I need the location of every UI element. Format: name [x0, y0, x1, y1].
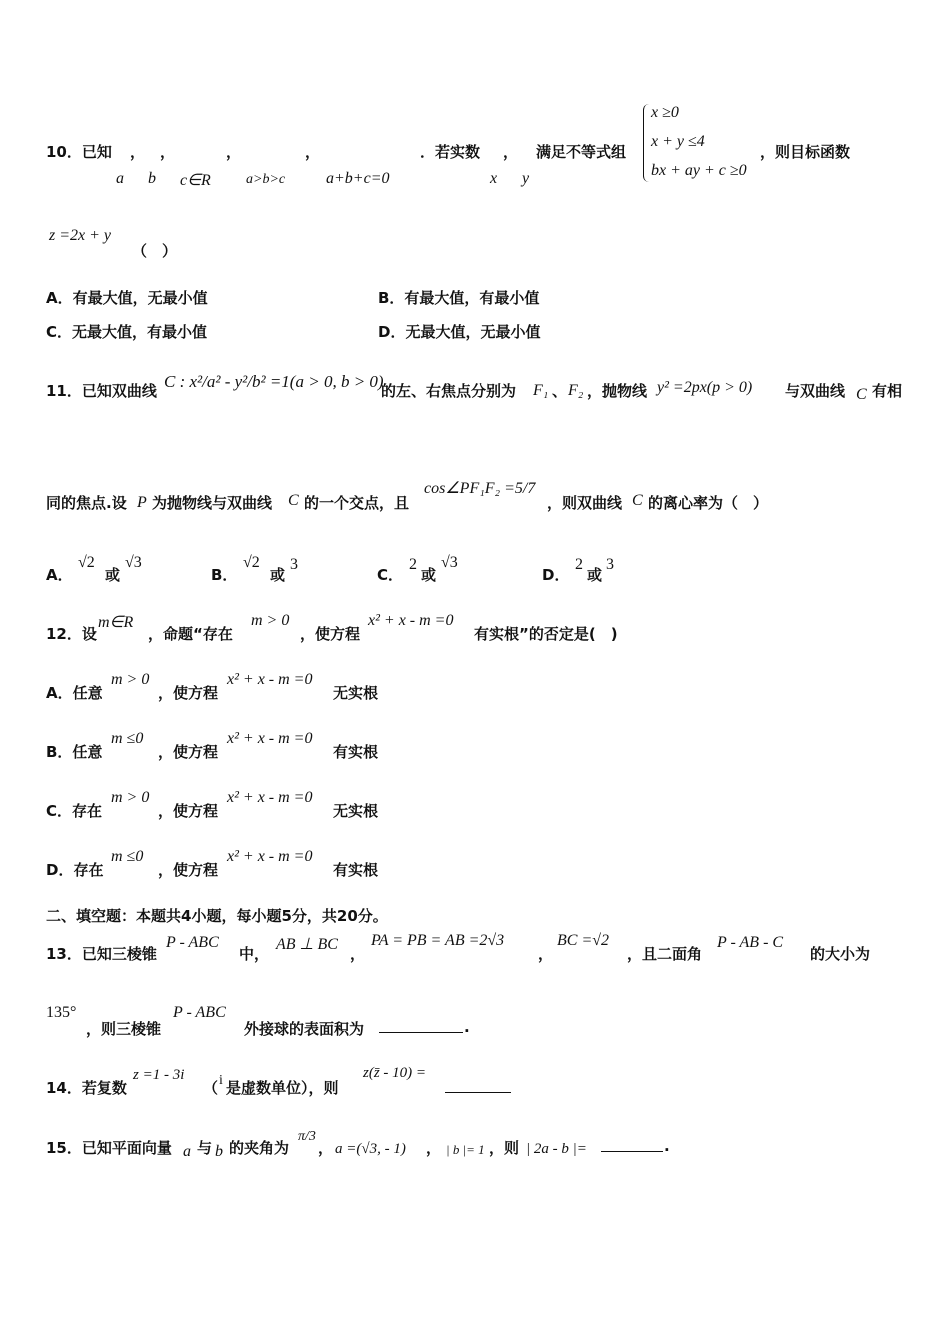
q10-stem-d: ，则目标函数	[760, 143, 851, 161]
q13-stem-a: 13．已知三棱锥	[46, 945, 157, 963]
q12-option-c: C．存在	[46, 802, 103, 820]
q13-perp: AB ⊥ BC	[276, 936, 338, 953]
sys-line-1: x ≥0	[651, 104, 679, 121]
q12-stem-d: 有实根”的否定是( )	[474, 625, 618, 643]
q10-var-x: x	[490, 170, 498, 187]
q10-stem-c: 满足不等式组	[536, 143, 627, 161]
q11-cos: cos∠PF₁F₂ =5/7	[424, 480, 536, 497]
q14-stem-a: 14．若复数	[46, 1079, 127, 1097]
q13-stem-d: 的大小为	[810, 945, 871, 963]
q10-var-b: b	[148, 170, 156, 187]
q10-stem-b: ．若实数	[420, 143, 481, 161]
q10-stem-a: 10．已知	[46, 143, 112, 161]
q12-mR: m∈R	[98, 614, 134, 631]
q12-stem-b: ，命题“存在	[148, 625, 233, 643]
q10-sum: a+b+c=0	[326, 170, 390, 187]
q10-option-a: A．有最大值，无最小值	[46, 289, 208, 307]
q13-answer-blank[interactable]	[379, 1018, 463, 1033]
q11-stem-a: 11．已知双曲线	[46, 382, 157, 400]
q10-option-c: C．无最大值，有最小值	[46, 323, 208, 341]
q12-option-d: D．存在	[46, 861, 104, 879]
q10-option-b: B．有最大值，有最小值	[378, 289, 540, 307]
q13-line2-b: 外接球的表面积为	[244, 1020, 365, 1038]
q15-stem-b: 的夹角为	[229, 1139, 290, 1157]
q13-eq1: PA = PB = AB =2√3	[371, 932, 505, 949]
q12-mgt: m > 0	[251, 612, 290, 629]
q11-option-b: B．	[211, 566, 238, 584]
q15-avec: a =(√3, - 1)	[335, 1141, 406, 1157]
q11-line2-b: 为抛物线与双曲线	[152, 494, 273, 512]
q12-option-a: A．任意	[46, 684, 103, 702]
q11-stem-c: ，抛物线	[587, 382, 648, 400]
q10-objective: z =2x + y	[49, 227, 112, 244]
q15-b: b	[215, 1143, 223, 1160]
q11-stem-b: 的左、右焦点分别为	[381, 382, 517, 400]
q10-paren: （ ）	[132, 242, 178, 260]
q13-eq2: BC =√2	[557, 932, 610, 949]
q11-line2-a: 同的焦点.设	[46, 494, 127, 512]
q13-line2-a: ，则三棱锥	[86, 1020, 162, 1038]
q11-line2-e: 的离心率为（ ）	[648, 494, 769, 512]
q11-hyperbola: C : x²/a² - y²/b² =1(a > 0, b > 0)	[164, 372, 384, 391]
q11-C: C	[856, 386, 867, 403]
q13-dihedral: P - AB - C	[717, 934, 784, 951]
q11-option-a: A．	[46, 566, 73, 584]
q10-var-y: y	[522, 170, 530, 187]
q10-var-c: c∈R	[180, 172, 211, 189]
q11-stem-e: 有相	[872, 382, 903, 400]
section-heading: 二、填空题：本题共4小题，每小题5分，共20分。	[46, 907, 388, 925]
q13-angle: 135°	[46, 1004, 77, 1021]
q10-var-a: a	[116, 170, 124, 187]
sys-line-2: x + y ≤4	[651, 133, 705, 150]
q14-z: z =1 - 3i	[133, 1067, 185, 1083]
q15-expr: | 2a - b |=	[526, 1141, 587, 1157]
q15-a: a	[183, 1143, 191, 1160]
q11-line2-c: 的一个交点，且	[304, 494, 410, 512]
q15-stem-a: 15．已知平面向量	[46, 1139, 172, 1157]
q12-option-b: B．任意	[46, 743, 103, 761]
q11-option-c: C．	[377, 566, 404, 584]
q12-stem-a: 12．设	[46, 625, 97, 643]
q10-option-d: D．无最大值，无最小值	[378, 323, 541, 341]
q15-angle: π/3	[298, 1129, 316, 1144]
q11-parabola: y² =2px(p > 0)	[657, 379, 753, 396]
q13-pabc: P - ABC	[166, 934, 219, 951]
q11-F1: F₁	[533, 382, 549, 399]
q14-stem-c: 是虚数单位），则	[226, 1079, 339, 1097]
q11-line2-d: ，则双曲线	[547, 494, 623, 512]
q10-order: a>b>c	[246, 172, 286, 187]
q14-expr: z(z̄ - 10) =	[363, 1065, 427, 1081]
q12-equation: x² + x - m =0	[368, 612, 454, 629]
q11-stem-d: 与双曲线	[785, 382, 846, 400]
system-brace	[643, 104, 650, 182]
q11-P: P	[137, 494, 147, 511]
q13-stem-b: 中，	[239, 945, 270, 963]
q11-option-d: D．	[542, 566, 570, 584]
sys-line-3: bx + ay + c ≥0	[651, 162, 747, 179]
q13-stem-c: ，且二面角	[627, 945, 703, 963]
q12-stem-c: ，使方程	[300, 625, 361, 643]
q15-answer-blank[interactable]	[601, 1138, 663, 1152]
q15-stem-c: ，则	[489, 1139, 520, 1157]
q11-F2: F₂	[568, 382, 584, 399]
q15-bmod: | b |= 1	[446, 1142, 485, 1157]
q14-answer-blank[interactable]	[445, 1078, 511, 1093]
